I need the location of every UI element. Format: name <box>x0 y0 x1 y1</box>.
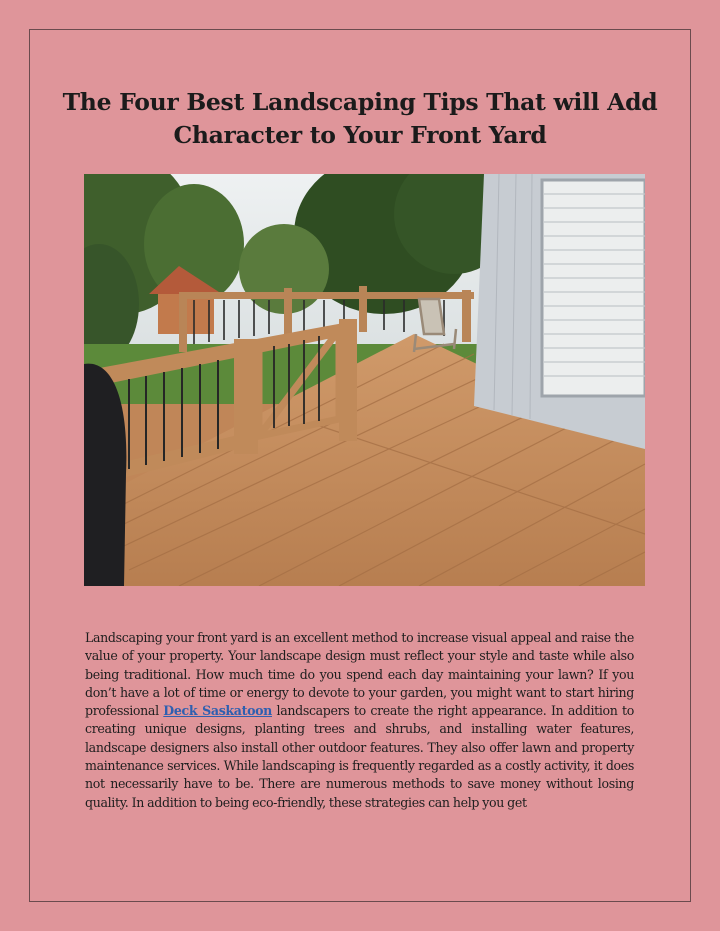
paragraph-text-end: landscapers to create the right appearance. In addition to creating unique designs, planting trees and shrubs, and installing water features, landscape designers also install other outdoor features. They also offer lawn and property maintenance services. While landscaping is frequently regarded as a costly activity, it does not necessarily have to be. There are numerous methods to save money without losing quality. In addition to being eco-friendly, these strategies can help you get <box>85 703 634 810</box>
paragraph-text-start: Landscaping your front yard is an excellent method to increase visual appeal and raise the value of your property. Your landscape design must reflect your style and taste while also being traditional. How much time do you spend each day maintaining your lawn? If you don’t have a lot of time or energy to devote to your garden, you might want to start hiring professional <box>85 630 634 719</box>
document-title: The Four Best Landscaping Tips That will Add Character to Your Front Yard <box>62 88 658 149</box>
deck-photo-illustration <box>84 174 645 586</box>
deck-photo <box>84 174 645 586</box>
deck-saskatoon-link[interactable]: Deck Saskatoon <box>163 703 272 719</box>
body-paragraph <box>85 629 634 812</box>
